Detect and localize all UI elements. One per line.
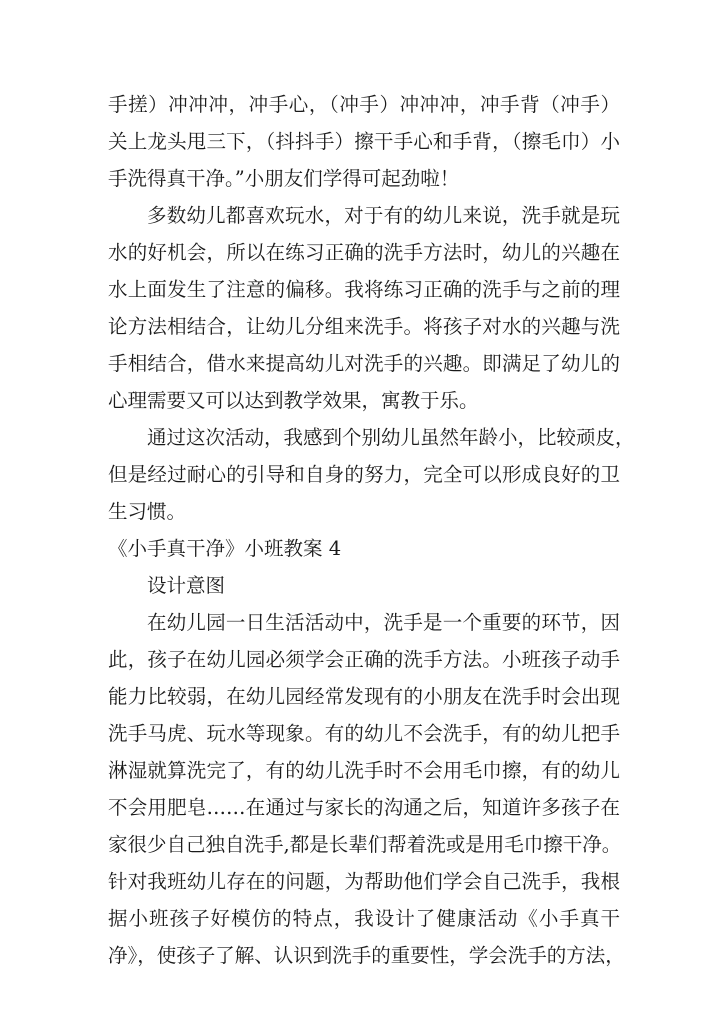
text-line: 净》，使孩子了解、认识到洗手的重要性，学会洗手的方法， xyxy=(108,944,625,967)
text-line: 手洗得真干净。”小朋友们学得可起劲啦！ xyxy=(108,167,460,190)
text-line: 此，孩子在幼儿园必须学会正确的洗手方法。小班孩子动手 xyxy=(108,648,620,671)
text-line: 心理需要又可以达到教学效果，寓教于乐。 xyxy=(108,389,479,412)
text-line: 不会用肥皂……在通过与家长的沟通之后，知道许多孩子在 xyxy=(108,796,620,819)
text-line: 生习惯。 xyxy=(108,500,187,523)
text-line: 关上龙头甩三下，（抖抖手）擦干手心和手背，（擦毛巾）小 xyxy=(108,130,620,153)
text-line: 水上面发生了注意的偏移。我将练习正确的洗手与之前的理 xyxy=(108,278,620,301)
text-line: 论方法相结合，让幼儿分组来洗手。将孩子对水的兴趣与洗 xyxy=(108,315,620,338)
text-line: 但是经过耐心的引导和自身的努力，完全可以形成良好的卫 xyxy=(108,463,620,486)
text-line: 能力比较弱，在幼儿园经常发现有的小朋友在洗手时会出现 xyxy=(108,685,620,708)
text-line: 水的好机会，所以在练习正确的洗手方法时，幼儿的兴趣在 xyxy=(108,241,620,264)
text-line: 洗手马虎、玩水等现象。有的幼儿不会洗手，有的幼儿把手 xyxy=(108,722,620,745)
text-line: 通过这次活动，我感到个别幼儿虽然年龄小，比较顽皮， xyxy=(147,426,635,449)
text-line: 家很少自己独自洗手,都是长辈们帮着洗或是用毛巾擦干净。 xyxy=(108,833,622,856)
text-line: 据小班孩子好模仿的特点，我设计了健康活动《小手真干 xyxy=(108,907,620,930)
text-line: 淋湿就算洗完了，有的幼儿洗手时不会用毛巾擦，有的幼儿 xyxy=(108,759,620,782)
text-line: 手相结合，借水来提高幼儿对洗手的兴趣。即满足了幼儿的 xyxy=(108,352,620,375)
text-line: 手搓）冲冲冲，冲手心，（冲手）冲冲冲，冲手背（冲手） xyxy=(108,93,620,116)
text-line: 针对我班幼儿存在的问题，为帮助他们学会自己洗手，我根 xyxy=(108,870,620,893)
subheading: 设计意图 xyxy=(147,574,226,597)
text-line: 多数幼儿都喜欢玩水，对于有的幼儿来说，洗手就是玩 xyxy=(147,204,620,227)
text-line: 在幼儿园一日生活活动中，洗手是一个重要的环节，因 xyxy=(147,611,620,634)
section-heading: 《小手真干净》小班教案 4 xyxy=(108,537,342,560)
